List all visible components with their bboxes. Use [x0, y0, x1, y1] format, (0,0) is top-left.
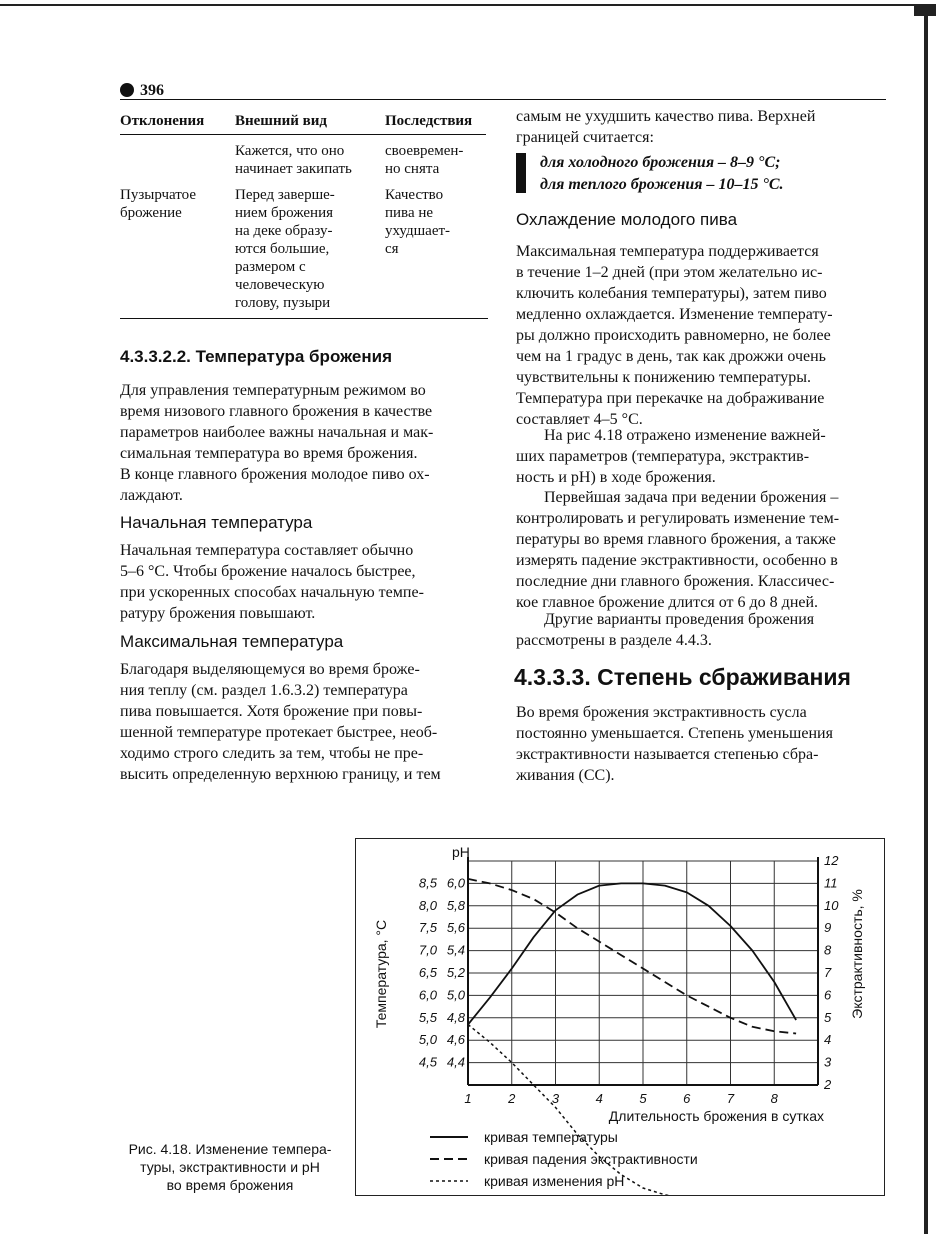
extract-tick-label: 6	[824, 987, 832, 1003]
page-edge-right	[924, 4, 928, 1234]
extract-tick-label: 11	[824, 875, 838, 891]
extract-tick-label: 9	[824, 920, 832, 936]
figure-frame	[355, 838, 885, 1196]
table-header-rule	[120, 134, 486, 135]
subheading-initial-temperature: Начальная температура	[120, 513, 313, 532]
section-heading-attenuation: 4.3.3.3. Степень сбраживания	[514, 664, 851, 690]
paragraph-attenuation: Во время брожения экстрактивность сусла постоянно уменьшается. Степень уменьшения экстрактивности называется степенью сбра- живания (СС).	[516, 704, 833, 784]
chart-ticks	[419, 853, 839, 1106]
x-tick-label: 7	[726, 1091, 735, 1106]
section-heading-temperature: 4.3.3.2.2. Температура брожения	[120, 347, 393, 366]
chart-legend	[430, 1129, 698, 1189]
temperature-tick-label: 7,0	[418, 942, 437, 958]
x-tick-label: 4	[595, 1091, 603, 1106]
paragraph-other-variants: Другие варианты проведения брожения рассмотрены в разделе 4.4.3.	[516, 611, 815, 649]
temperature-tick-label: 5,0	[418, 1032, 437, 1048]
extract-tick-label: 12	[824, 853, 839, 868]
legend-label-ph: кривая изменения pH	[484, 1173, 625, 1189]
paragraph-cooling: Максимальная температура поддерживается в течение 1–2 дней (при этом желательно ис- ключить колебания температуры), затем пиво медленно охлаждается. Изменение температу- ры должно происходить равномерно, не более чем на 1 градус в день, так как дрожжи очень чувствительны к понижению температуры. Температура при перекачке на дображивание составляет 4–5 °C.	[516, 243, 833, 428]
ph-axis-title: pH	[452, 844, 470, 860]
ph-tick-label: 5,8	[446, 897, 465, 913]
fermentation-chart	[356, 839, 884, 1195]
extract-tick-label: 5	[824, 1009, 832, 1025]
subheading-max-temperature: Максимальная температура	[120, 632, 344, 651]
page-edge-top	[0, 4, 936, 6]
ph-tick-label: 5,4	[446, 942, 465, 958]
highlight-limits: для холодного брожения – 8–9 °C; для теплого брожения – 10–15 °C.	[540, 154, 784, 193]
ph-tick-label: 6,0	[446, 875, 465, 891]
table-cell-appearance-2: Перед заверше- нием брожения на деке образу- ются большие, размером с человеческую голову, пузыри	[235, 187, 335, 311]
paragraph-temperature-control: Для управления температурным режимом во время низового главного брожения в качестве параметров наиболее важны начальная и мак- симальная температура во время брожения. В конце главного брожения молодое пиво ох- лаждают.	[120, 382, 434, 504]
ph-tick-label: 4,4	[446, 1054, 465, 1070]
table-cell-consequences-2: Качество пива не ухудшает- ся	[385, 187, 451, 257]
ph-tick-label: 5,6	[446, 920, 465, 936]
bullet-icon	[120, 83, 134, 97]
page-number: 396	[120, 82, 164, 100]
figure-caption: Рис. 4.18. Изменение темпера- туры, экстрактивности и pH во время брожения	[128, 1141, 332, 1193]
temperature-tick-label: 5,5	[418, 1009, 437, 1025]
temperature-tick-label: 8,0	[418, 897, 437, 913]
paragraph-primary-task: Первейшая задача при ведении брожения – контролировать и регулировать изменение тем- пературы во время главного брожения, а также измерять падение экстрактивности, особенно в последние дни главного брожения. Классичес- кое главное брожение длится от 6 до 8 дней.	[516, 489, 840, 611]
paragraph-figure-reference: На рис 4.18 отражено изменение важней- ших параметров (температура, экстрактив- ность и pH) в ходе брожения.	[516, 427, 826, 486]
legend-label-temperature: кривая температуры	[484, 1129, 618, 1145]
chart-grid	[468, 861, 818, 1085]
temperature-curve	[468, 883, 796, 1024]
paragraph-max-temperature: Благодаря выделяющемуся во время броже- ния теплу (см. раздел 1.6.3.2) температура пива повышается. Хотя брожение при повы- шенной температуре протекает быстрее, необ- ходимо строго следить за тем, чтобы не пре- высить определенную верхнюю границу, и тем	[120, 661, 441, 783]
x-tick-label: 8	[770, 1091, 778, 1106]
subheading-cooling: Охлаждение молодого пива	[516, 210, 738, 229]
legend-label-extract: кривая падения экстрактивности	[484, 1151, 698, 1167]
ph-tick-label: 5,2	[446, 965, 465, 980]
x-tick-label: 2	[508, 1091, 516, 1106]
x-tick-label: 1	[464, 1091, 472, 1106]
paragraph-initial-temperature: Начальная температура составляет обычно 5–6 °C. Чтобы брожение началось быстрее, при ускоренных способах начальную темпе- ратуру брожения повышают.	[120, 542, 424, 622]
x-tick-label: 6	[683, 1091, 691, 1106]
table-cell-appearance-1: Кажется, что оно начинает закипать	[235, 143, 352, 177]
extract-tick-label: 3	[824, 1054, 832, 1070]
temperature-tick-label: 7,5	[418, 920, 437, 936]
page-edge-corner	[914, 4, 936, 16]
page-header-rule	[120, 99, 886, 100]
temperature-tick-label: 4,5	[418, 1054, 437, 1070]
extract-tick-label: 2	[824, 1077, 832, 1092]
table-header-consequences: Последствия	[385, 113, 473, 129]
extract-tick-label: 10	[824, 897, 839, 913]
ph-tick-label: 5,0	[446, 987, 465, 1003]
extract-tick-label: 7	[824, 965, 832, 980]
temperature-tick-label: 6,5	[418, 965, 437, 980]
table-cell-deviation-2: Пузырчатое брожение	[120, 187, 196, 221]
extract-tick-label: 8	[824, 942, 832, 958]
x-tick-label: 5	[639, 1091, 647, 1106]
highlight-marker	[516, 153, 526, 193]
table-header-appearance: Внешний вид	[235, 113, 327, 129]
temperature-tick-label: 8,5	[418, 875, 437, 891]
paragraph-upper-limit: самым не ухудшить качество пива. Верхней границей считается:	[516, 108, 816, 146]
table-cell-consequences-1: своевремен- но снята	[385, 143, 464, 177]
extract-curve	[468, 879, 796, 1034]
temperature-tick-label: 6,0	[418, 987, 437, 1003]
chart-series	[468, 879, 796, 1195]
table-bottom-rule	[120, 318, 488, 319]
x-tick-label: 3	[551, 1091, 560, 1106]
temperature-axis-title: Температура, °C	[373, 919, 389, 1029]
x-axis-title: Длительность брожения в сутках	[608, 1108, 824, 1124]
table-header-deviations: Отклонения	[120, 113, 205, 129]
extract-tick-label: 4	[824, 1032, 832, 1048]
ph-tick-label: 4,6	[446, 1032, 465, 1048]
extract-axis-title: Экстрактивность, %	[849, 889, 865, 1019]
ph-tick-label: 4,8	[446, 1009, 465, 1025]
